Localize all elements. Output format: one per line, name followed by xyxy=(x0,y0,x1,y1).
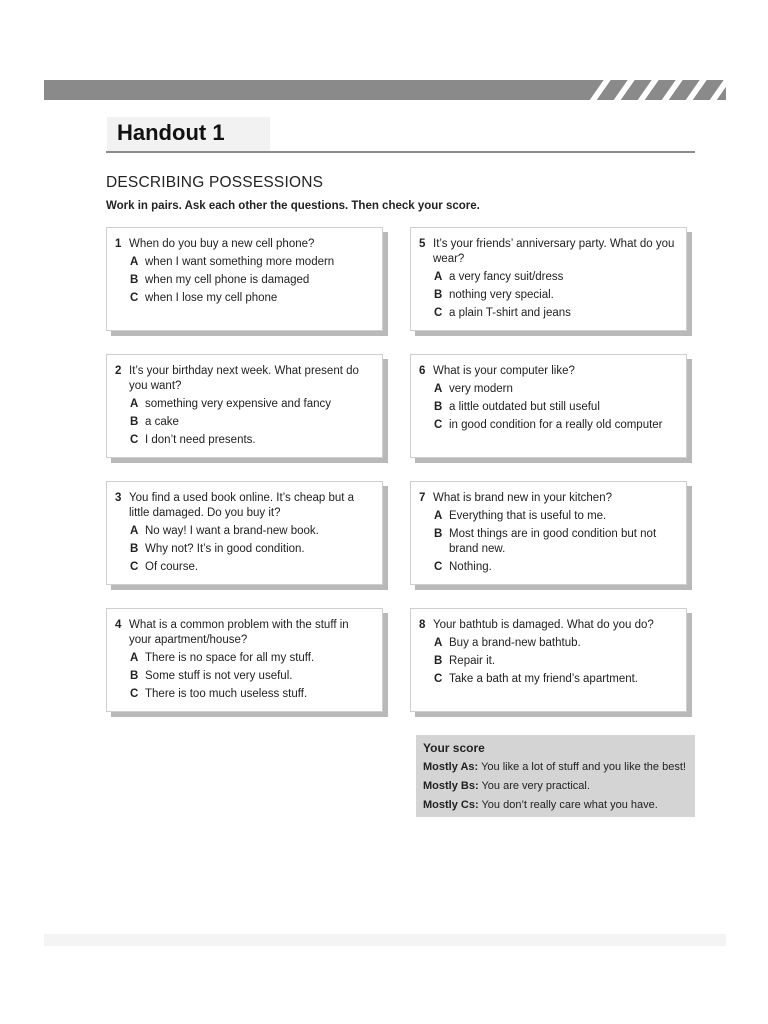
option-a: A something very expensive and fancy xyxy=(130,398,332,410)
question-number: 5 xyxy=(419,238,426,250)
question-number: 3 xyxy=(115,492,122,504)
score-box xyxy=(416,735,695,817)
option-b: B a cake xyxy=(130,416,179,428)
question-card-8 xyxy=(410,608,687,712)
option-c: C Take a bath at my friend’s apartment. xyxy=(434,673,638,685)
option-c: C in good condition for a really old computer xyxy=(434,419,663,431)
option-a: A a very fancy suit/dress xyxy=(434,271,564,283)
question-card-2 xyxy=(106,354,383,458)
question-text: What is a common problem with the stuff in your apartment/house? xyxy=(129,619,349,646)
option-c: C Of course. xyxy=(130,561,199,573)
option-b: B Some stuff is not very useful. xyxy=(130,670,293,682)
instruction-text: Work in pairs. Ask each other the questions. Then check your score. xyxy=(106,200,480,212)
score-line-b: Mostly Bs: You are very practical. xyxy=(423,780,590,792)
question-number: 1 xyxy=(115,238,122,250)
option-c: C when I lose my cell phone xyxy=(130,292,278,304)
question-text: What is brand new in your kitchen? xyxy=(433,492,612,504)
header-stripes xyxy=(590,80,726,100)
question-card-7 xyxy=(410,481,687,585)
option-b: B Repair it. xyxy=(434,655,496,667)
question-text: Your bathtub is damaged. What do you do? xyxy=(433,619,654,631)
option-c: C I don’t need presents. xyxy=(130,434,256,446)
option-b: B a little outdated but still useful xyxy=(434,401,600,413)
question-card-1 xyxy=(106,227,383,331)
question-text: When do you buy a new cell phone? xyxy=(129,238,315,250)
question-text: What is your computer like? xyxy=(433,365,575,377)
page-title: Handout 1 xyxy=(117,120,225,145)
option-b: B Most things are in good condition but not brand new. xyxy=(434,528,657,555)
question-card-6 xyxy=(410,354,687,458)
footer-band xyxy=(44,934,726,946)
question-card-3 xyxy=(106,481,383,585)
option-b: B Why not? It’s in good condition. xyxy=(130,543,305,555)
option-c: C There is too much useless stuff. xyxy=(130,688,308,700)
option-a: A when I want something more modern xyxy=(130,256,335,268)
question-number: 2 xyxy=(115,365,122,377)
option-a: A No way! I want a brand-new book. xyxy=(130,525,319,537)
question-card-5 xyxy=(410,227,687,331)
question-text: It’s your friends’ anniversary party. What do you wear? xyxy=(433,238,675,265)
option-a: A very modern xyxy=(434,383,513,395)
question-number: 6 xyxy=(419,365,426,377)
question-number: 4 xyxy=(115,619,122,631)
score-line-c: Mostly Cs: You don’t really care what you have. xyxy=(423,799,658,811)
question-text: It’s your birthday next week. What present do you want? xyxy=(129,365,359,392)
question-number: 7 xyxy=(419,492,426,504)
question-card-4 xyxy=(106,608,383,712)
option-c: C a plain T-shirt and jeans xyxy=(434,307,571,319)
option-c: C Nothing. xyxy=(434,561,492,573)
option-a: A Buy a brand-new bathtub. xyxy=(434,637,581,649)
score-title: Your score xyxy=(423,741,485,755)
option-a: A Everything that is useful to me. xyxy=(434,510,607,522)
title-rule xyxy=(106,151,695,153)
question-text: You find a used book online. It’s cheap but a little damaged. Do you buy it? xyxy=(129,492,355,519)
section-heading: DESCRIBING POSSESSIONS xyxy=(106,174,324,191)
question-number: 8 xyxy=(419,619,426,631)
option-a: A There is no space for all my stuff. xyxy=(130,652,315,664)
option-b: B when my cell phone is damaged xyxy=(130,274,310,286)
option-b: B nothing very special. xyxy=(434,289,554,301)
score-line-a: Mostly As: You like a lot of stuff and you like the best! xyxy=(423,761,686,773)
